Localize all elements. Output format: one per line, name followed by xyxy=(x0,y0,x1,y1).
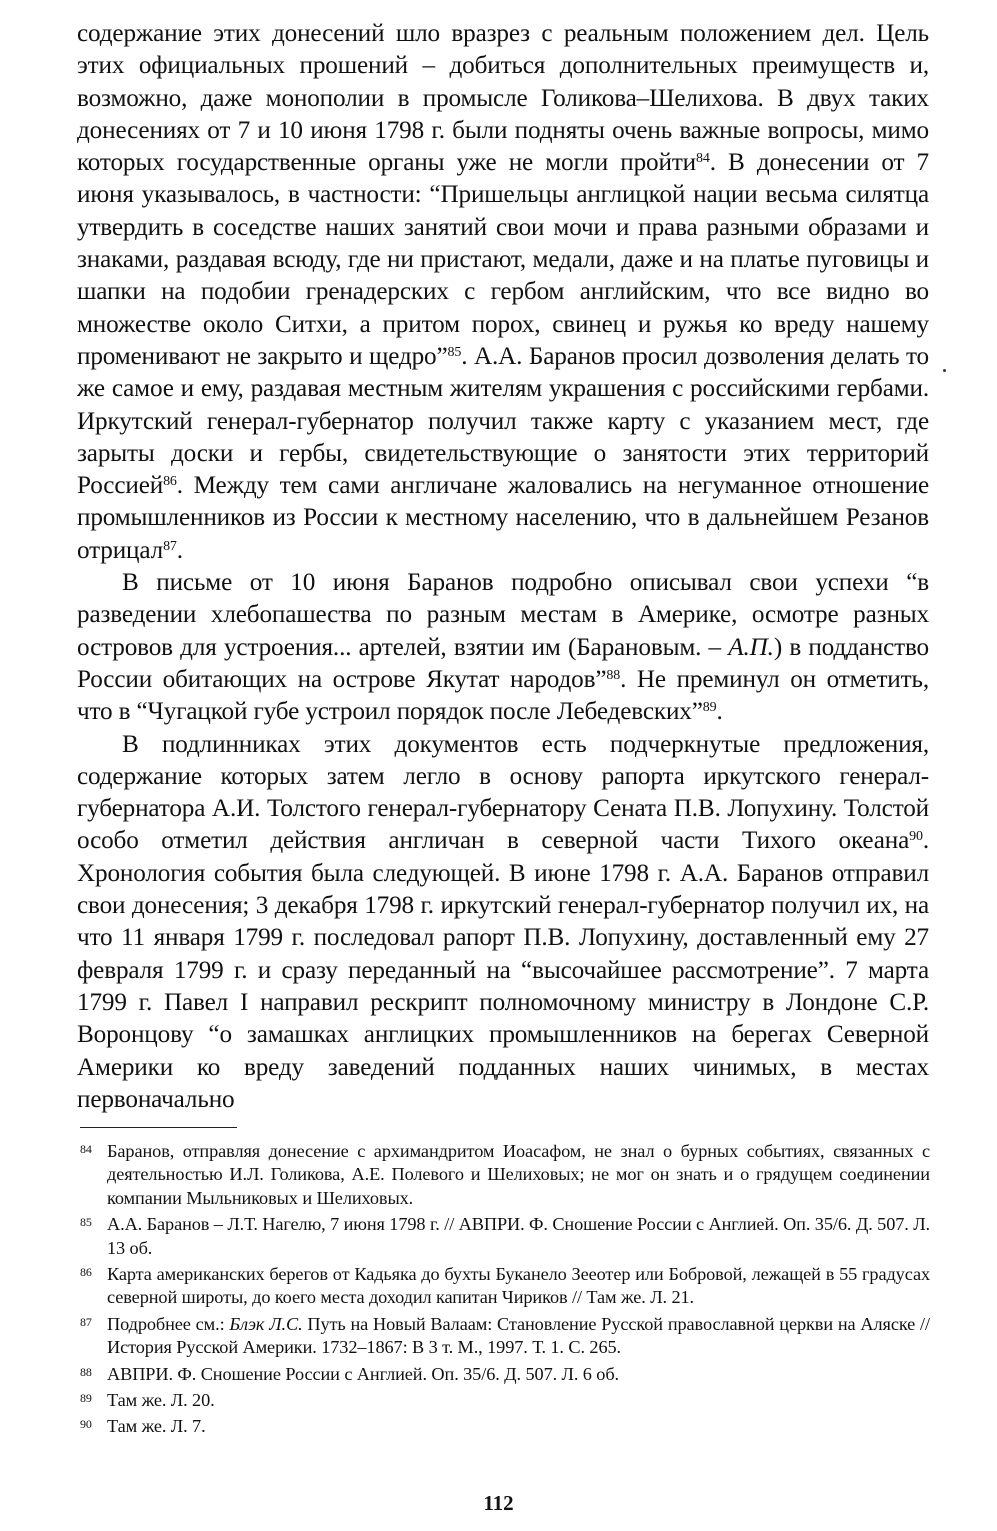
text-run: АВПРИ. Ф. Сношение России с Англией. Оп. 35/6. Д. 507. Л. 6 об. xyxy=(107,1363,620,1384)
text-run: . Не преминул он отметить, что в “Чугацкой губе устроил порядок после Лебедевских” xyxy=(77,665,929,726)
footnote-90 xyxy=(80,1415,930,1438)
footnote-text xyxy=(107,1389,930,1412)
footnote-87 xyxy=(80,1313,930,1360)
footnote-number: 90 xyxy=(80,1417,92,1432)
text-run: В подлинниках этих документов есть подчеркнутые предложения, содержание которых затем легло в основу рапорта иркутского генерал-губернатора А.И. Толстого генерал-губернатору Сената П.В. Лопухину. Толстой особо отметил действия англичан в северной части Тихого океана xyxy=(77,730,929,855)
footnotes xyxy=(80,1140,930,1442)
footnote-88 xyxy=(80,1363,930,1386)
text-run: Там же. Л. 20. xyxy=(107,1390,215,1411)
text-run: Путь на Новый Валаам: Становление Русской православной церкви на Аляске // История Русской Америки. 1732–1867: В 3 т. М., 1997. Т. 1. С. 265. xyxy=(107,1313,930,1358)
text-run: . Между тем сами англичане жаловались на негуманное отношение промышленников из России к местному населению, что в дальнейшем Резанов отрицал xyxy=(77,472,929,564)
footnote-text xyxy=(107,1213,930,1260)
footnote-number: 86 xyxy=(80,1265,92,1280)
footnote-text xyxy=(107,1140,930,1210)
text-run: Карта американских берегов от Кадьяка до бухты Буканело Зеeотер или Бобровой, лежащей в 55 градусах северной широты, до коего места доходил капитан Чириков // Там же. Л. 21. xyxy=(107,1264,930,1308)
italic-text: Блэк Л.С. xyxy=(229,1313,303,1334)
body-text xyxy=(77,18,929,1116)
italic-text: А.П. xyxy=(728,633,774,661)
text-run: . Хронология события была следующей. В июне 1798 г. А.А. Баранов отправил свои донесения; 3 декабря 1798 г. иркутский генерал-губернатор получил их, на что 11 января 1799 г. последовал рапорт П.В. Лопухину, доставленный ему 27 февраля 1799 г. и сразу переданный на “высочайшее рассмотрение”. 7 марта 1799 г. Павел I направил рескрипт полномочному министру в Лондоне С.Р. Воронцову “о замашках англицких промышленников на берегах Северной Америки ко вреду заведений подданных наших чинимых, в местах первоначально xyxy=(77,827,929,1113)
paragraph xyxy=(77,18,929,567)
footnote-number: 87 xyxy=(80,1314,92,1329)
page-number: 112 xyxy=(483,1491,514,1515)
footnote-86 xyxy=(80,1263,930,1310)
footnote-ref[interactable]: 90 xyxy=(909,829,923,845)
text-run: Подробнее см.: xyxy=(107,1313,230,1334)
footnote-text xyxy=(107,1363,930,1386)
footnote-text xyxy=(107,1415,930,1438)
book-page xyxy=(77,18,929,1116)
footnote-84 xyxy=(80,1140,930,1210)
text-run: Там же. Л. 7. xyxy=(107,1416,206,1437)
scan-speck xyxy=(943,369,946,372)
text-run: ) в подданство России обитающих на острове Якутат народов” xyxy=(77,633,929,693)
text-run: . xyxy=(176,536,183,564)
text-run: . А.А. Баранов просил дозволения делать то же самое и ему, раздавая местным жителям украшения с российскими гербами. Иркутский генерал-губернатор получил также карту с указанием мест, где зарыты доски и гербы, свидетельствующие о занятости этих территорий Россией xyxy=(77,342,929,500)
footnote-separator xyxy=(80,1127,237,1128)
text-run: содержание этих донесений шло вразрез с реальным положением дел. Цель этих официальных прошений – добиться дополнительных преимуществ и, возможно, даже монополии в промысле Голикова–Шелихова. В двух таких донесениях от 7 и 10 июня 1798 г. были подняты очень важные вопросы, мимо которых государственные органы уже не могли пройти xyxy=(77,20,929,177)
footnote-85 xyxy=(80,1213,930,1260)
paragraph xyxy=(77,567,929,728)
text-run: Баранов, отправляя донесение с архимандритом Иоасафом, не знал о бурных событиях, связанных с деятельностью И.Л. Голикова, А.Е. Полевого и Шелиховых; не мог он знать и о грядущем соединении компании Мыльниковых и Шелиховых. xyxy=(107,1141,930,1208)
footnote-ref[interactable]: 84 xyxy=(696,151,710,167)
text-run: . В донесении от 7 июня указывалось, в частности: “Пришельцы англицкой нации весьма силятца утвердить в соседстве наших занятий свои мочи и права разными образами и знаками, раздавая всюду, где ни пристают, медали, даже и на платье пуговицы и шапки на подобии гренадерских с гербом английским, что все видно во множестве около Ситхи, а притом порох, свинец и ружья ко вреду нашему променивают не закрыто и щедро” xyxy=(77,149,930,370)
footnote-text xyxy=(107,1263,930,1310)
footnote-number: 85 xyxy=(80,1215,92,1230)
paragraph xyxy=(77,729,929,1117)
footnote-number: 89 xyxy=(80,1391,92,1406)
footnote-text xyxy=(107,1313,930,1360)
footnote-ref[interactable]: 88 xyxy=(606,667,621,683)
text-run: . xyxy=(716,698,723,726)
footnote-ref[interactable]: 87 xyxy=(163,538,177,554)
text-run: А.А. Баранов – Л.Т. Нагелю, 7 июня 1798 г. // АВПРИ. Ф. Сношение России с Англией. Оп. 35/6. Д. 507. Л. 13 об. xyxy=(107,1214,930,1258)
footnote-number: 84 xyxy=(80,1142,92,1156)
footnote-number: 88 xyxy=(80,1364,92,1379)
footnote-89 xyxy=(80,1389,930,1412)
footnote-ref[interactable]: 86 xyxy=(163,474,177,490)
footnote-ref[interactable]: 85 xyxy=(447,344,462,360)
footnote-ref[interactable]: 89 xyxy=(702,700,717,716)
text-run: В письме от 10 июня Баранов подробно описывал свои успехи “в разведении хлебопашества по разным местам в Америке, осмотре разных островов для устроения... артелей, взятии им (Барановым. – xyxy=(77,569,929,661)
